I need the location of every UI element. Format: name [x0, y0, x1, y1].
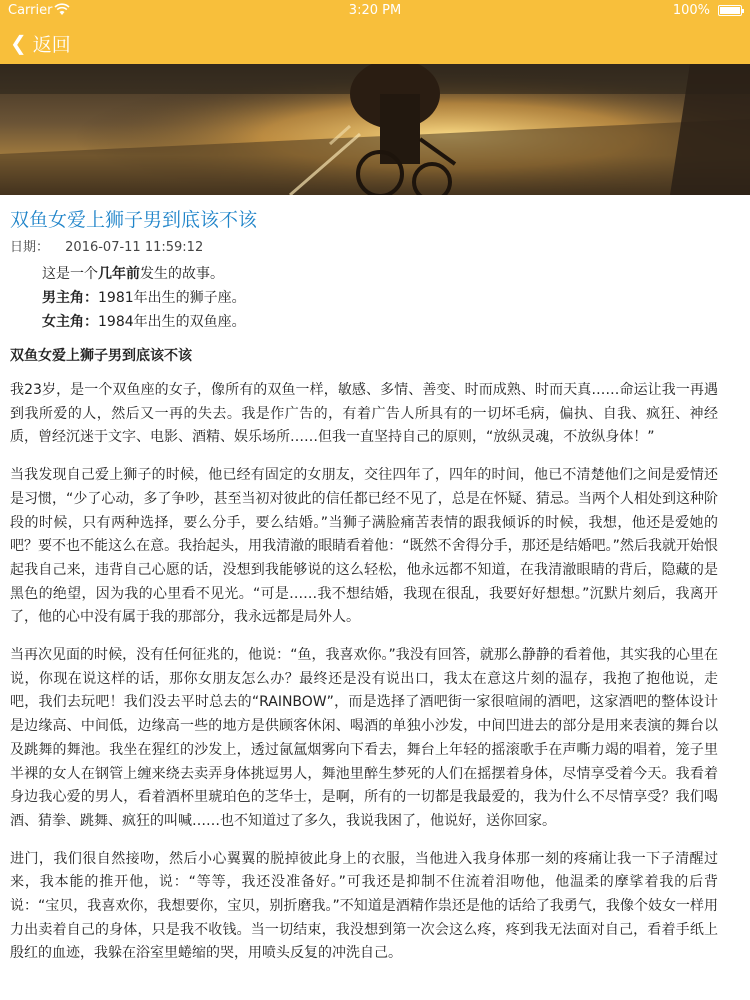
- female-lead-label: 女主角：: [42, 314, 98, 330]
- back-label: 返回: [32, 33, 71, 56]
- intro-line: [42, 262, 246, 286]
- date-label: 日期：: [10, 240, 50, 255]
- battery-percent: 100%: [672, 3, 710, 18]
- intro-text: 发生的故事。: [140, 266, 224, 282]
- intro-emphasis: 几年前: [98, 266, 140, 282]
- header-image: [0, 64, 750, 195]
- intro-line: [42, 310, 246, 334]
- carrier-label: Carrier: [8, 3, 53, 18]
- article-body: [10, 379, 718, 980]
- male-lead-label: 男主角：: [42, 290, 98, 306]
- clock: 3:20 PM: [348, 3, 402, 18]
- date-value: 2016-07-11 11:59:12: [65, 240, 204, 255]
- paragraph: 进门，我们很自然接吻，然后小心翼翼的脱掉彼此身上的衣服，当他进入我身体那一刻的疼痛让我一下子清醒过来，我本能的推开他，说：“等等，我还没准备好。”可我还是抑制不住流着泪吻他，他温柔的摩挲着我的后背说：“宝贝，我喜欢你，我想要你，宝贝，别折磨我。”不知道是酒精作祟还是他的话给了我勇气，我像个妓女一样用力出卖着自己的身体，只是我不收钱。当一切结束，我没想到第一次会这么疼，疼到我无法面对自己，看着手纸上殷红的血迹，我躲在浴室里蜷缩的哭，用喷头反复的冲洗自己。: [10, 850, 718, 962]
- cyclist-photo-icon: [0, 64, 750, 195]
- battery-icon: [718, 5, 742, 16]
- male-lead-text: 1981年出生的狮子座。: [98, 290, 246, 306]
- status-bar: [0, 0, 750, 22]
- date-row: [10, 236, 203, 255]
- intro-text: 这是一个: [42, 266, 98, 282]
- back-button[interactable]: [10, 28, 71, 58]
- intro-block: [42, 262, 246, 334]
- chevron-left-icon: ❮: [10, 31, 27, 55]
- paragraph: 我23岁，是一个双鱼座的女子，像所有的双鱼一样，敏感、多情、善变、时而成熟、时而天真……命运让我一再遇到我所爱的人，然后又一再的失去。我是作广告的，有着广告人所具有的一切坏毛病，偏执、自我、疯狂、神经质，曾经沉迷于文字、电影、酒精、娱乐场所……但我一直坚持自己的原则，“放纵灵魂，不放纵身体！”: [10, 382, 718, 446]
- female-lead-text: 1984年出生的双鱼座。: [98, 314, 246, 330]
- paragraph: 当再次见面的时候，没有任何征兆的，他说：“鱼，我喜欢你。”我没有回答，就那么静静的看着他，其实我的心里在说，你现在说这样的话，那你女朋友怎么办？最终还是没有说出口，我太在意这片刻的温存，我抱了抱他说，走吧，我们去玩吧！我们没去平时总去的“RAINBOW”，而是选择了酒吧街一家很喧闹的酒吧，这家酒吧的整体设计是边缘高、中间低，边缘高一些的地方是供顾客休闲、喝酒的单独小沙发，中间凹进去的部分是用来表演的舞台以及跳舞的舞池。我坐在猩红的沙发上，透过氤氲烟雾向下看去，舞台上年轻的摇滚歌手在声嘶力竭的唱着，笼子里半裸的女人在钢管上缠来绕去卖弄身体挑逗男人，舞池里醉生梦死的人们在摇摆着身体，尽情享受着今天。我看着身边我心爱的男人，看着酒杯里琥珀色的芝华士，是啊，所有的一切都是我最爱的，我为什么不尽情享受？我们喝酒、猜拳、跳舞、疯狂的叫喊……也不知道过了多久，我说我困了，他说好，送你回家。: [10, 647, 718, 829]
- intro-line: [42, 286, 246, 310]
- navigation-bar: [0, 22, 750, 64]
- article-title: 双鱼女爱上狮子男到底该不该: [10, 209, 258, 231]
- paragraph: 当我发现自己爱上狮子的时候，他已经有固定的女朋友，交往四年了，四年的时间，他已不清楚他们之间是爱情还是习惯，“少了心动，多了争吵，甚至当初对彼此的信任都已经不见了，总是在怀疑、猜忌。当两个人相处到这种阶段的时候，只有两种选择，要么分手，要么结婚。”当狮子满脸痛苦表情的跟我倾诉的时候，我想，他还是爱她的吧？要不也不能这么在意。我抬起头，用我清澈的眼睛看着他：“既然不舍得分手，那还是结婚吧。”然后我就开始恨起我自己来，违背自己心愿的话，没想到我能够说的这么轻松，他永远都不知道，在我清澈眼睛的背后，隐藏的是黑色的绝望，因为我的心里看不见光。“可是……我不想结婚，我现在很乱，我要好好想想。”沉默片刻后，我离开了，他的心中没有属于我的那部分，我永远都是局外人。: [10, 467, 718, 626]
- article-subheading: 双鱼女爱上狮子男到底该不该: [10, 348, 192, 364]
